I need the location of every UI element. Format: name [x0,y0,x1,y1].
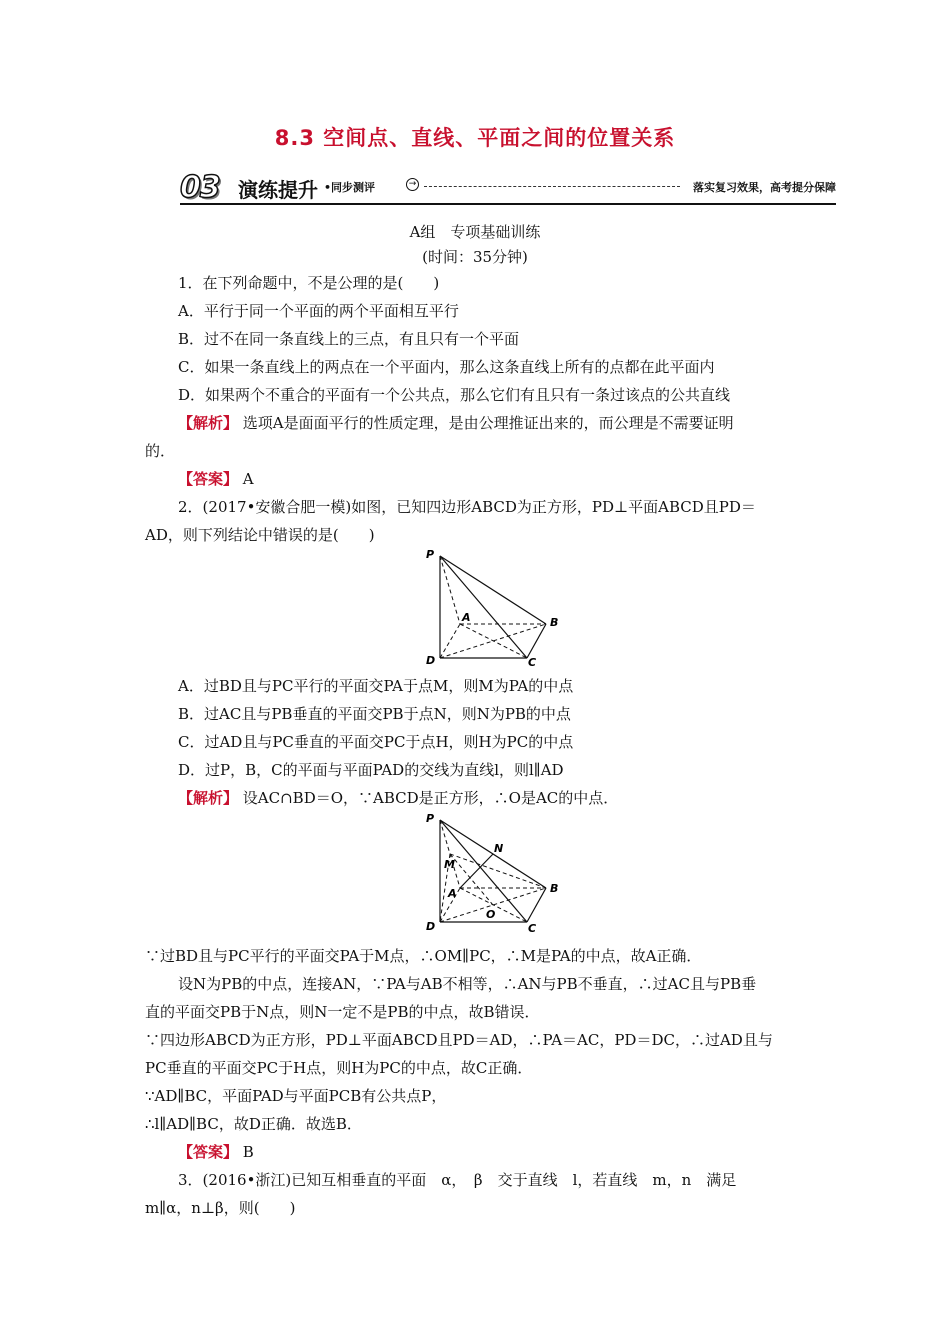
edge-pb [440,556,546,624]
q2-stem: 2．(2017•安徽合肥一模)如图，已知四边形ABCD为正方形，PD⊥平面ABCD且PD＝ [178,498,756,516]
q1-option-b: B．过不在同一条直线上的三点，有且只有一个平面 [178,330,520,348]
q2-answer-value: B [242,1143,254,1161]
q2-option-c: C．过AD且与PC垂直的平面交PC于点H，则H为PC的中点 [178,733,574,751]
q2-stem-cont: AD，则下列结论中错误的是( ) [145,526,375,544]
banner-slogan: 落实复习效果，高考提分保障 [693,181,836,194]
answer-label: 【答案】 [178,1143,239,1161]
analysis-label: 【解析】 [178,414,239,432]
point-label: N [494,842,504,855]
q2-option-b: B．过AC且与PB垂直的平面交PB于点N，则N为PB的中点 [178,705,571,723]
analysis-label: 【解析】 [178,789,239,807]
q1-analysis [178,412,734,433]
q2-option-a: A．过BD且与PC平行的平面交PA于点M，则M为PA的中点 [178,677,574,695]
edge-pc [440,556,527,658]
point-label: C [528,656,537,669]
q1-option-d: D．如果两个不重合的平面有一个公共点，那么它们有且只有一条过该点的公共直线 [178,386,731,404]
q2-solution-5: PC垂直的平面交PC于H点，则H为PC的中点，故C正确． [145,1059,533,1077]
q3-stem-cont: m∥α，n⊥β，则( ) [145,1199,296,1217]
point-label: D [426,654,436,667]
q2-solution-6: ∵AD∥BC，平面PAD与平面PCB有公共点P， [145,1087,447,1105]
q2-answer [178,1141,254,1162]
point-label: O [486,908,496,921]
page-title: 8.3 空间点、直线、平面之间的位置关系 [274,126,676,150]
q1-option-c: C．如果一条直线上的两点在一个平面内，那么这条直线上所有的点都在此平面内 [178,358,715,376]
q2-analysis [178,787,618,808]
q1-analysis-cont: 的． [145,442,176,460]
point-label: P [426,548,435,561]
pyramid-figure-2 [420,812,570,936]
edge-pc [440,820,527,922]
arrow-right-icon: → [406,178,419,191]
point-label: A [462,611,471,624]
banner-main-text: 演练提升 [238,178,318,202]
q2-option-d: D．过P，B，C的平面与平面PAD的交线为直线l，则l∥AD [178,761,564,779]
point-label: B [550,616,559,629]
q2-solution-3: 直的平面交PB于N点，则N一定不是PB的中点，故B错误． [145,1003,540,1021]
point-label: D [426,920,436,933]
banner-sub-text: •同步测评 [324,181,376,194]
q2-analysis-text: 设AC∩BD＝O，∵ABCD是正方形，∴O是AC的中点． [242,789,619,807]
q1-answer-value: A [242,470,254,488]
q1-answer [178,468,254,489]
banner-rule [180,203,836,205]
q2-solution-7: ∴l∥AD∥BC，故D正确．故选B． [145,1115,362,1133]
q2-solution-2: 设N为PB的中点，连接AN，∵PA与AB不相等，∴AN与PB不垂直，∴过AC且与PB垂 [178,975,757,993]
pyramid-figure-1 [420,548,570,670]
time-limit: (时间：35分钟) [422,248,528,266]
point-label: B [550,882,559,895]
point-label: M [444,858,455,871]
section-banner [180,170,836,206]
point-label: C [528,922,537,935]
q1-stem: 1．在下列命题中，不是公理的是( ) [178,274,440,292]
q1-analysis-text: 选项A是面面平行的性质定理，是由公理推证出来的，而公理是不需要证明 [242,414,734,432]
point-label: P [426,812,435,825]
banner-dashed-line [424,186,680,187]
q2-solution-4: ∵四边形ABCD为正方形，PD⊥平面ABCD且PD＝AD，∴PA＝AC，PD＝DC，∴过AD且与 [145,1031,773,1049]
group-title: A组 专项基础训练 [409,223,541,241]
banner-number: 03 [180,170,220,205]
point-label: A [448,887,457,900]
q1-option-a: A．平行于同一个平面的两个平面相互平行 [178,302,459,320]
q2-solution-1: ∵过BD且与PC平行的平面交PA于M点，∴OM∥PC，∴M是PA的中点，故A正确． [145,947,702,965]
answer-label: 【答案】 [178,470,239,488]
q3-stem: 3．(2016•浙江)已知互相垂直的平面 α， β 交于直线 l，若直线 m，n 满足 [178,1171,737,1189]
